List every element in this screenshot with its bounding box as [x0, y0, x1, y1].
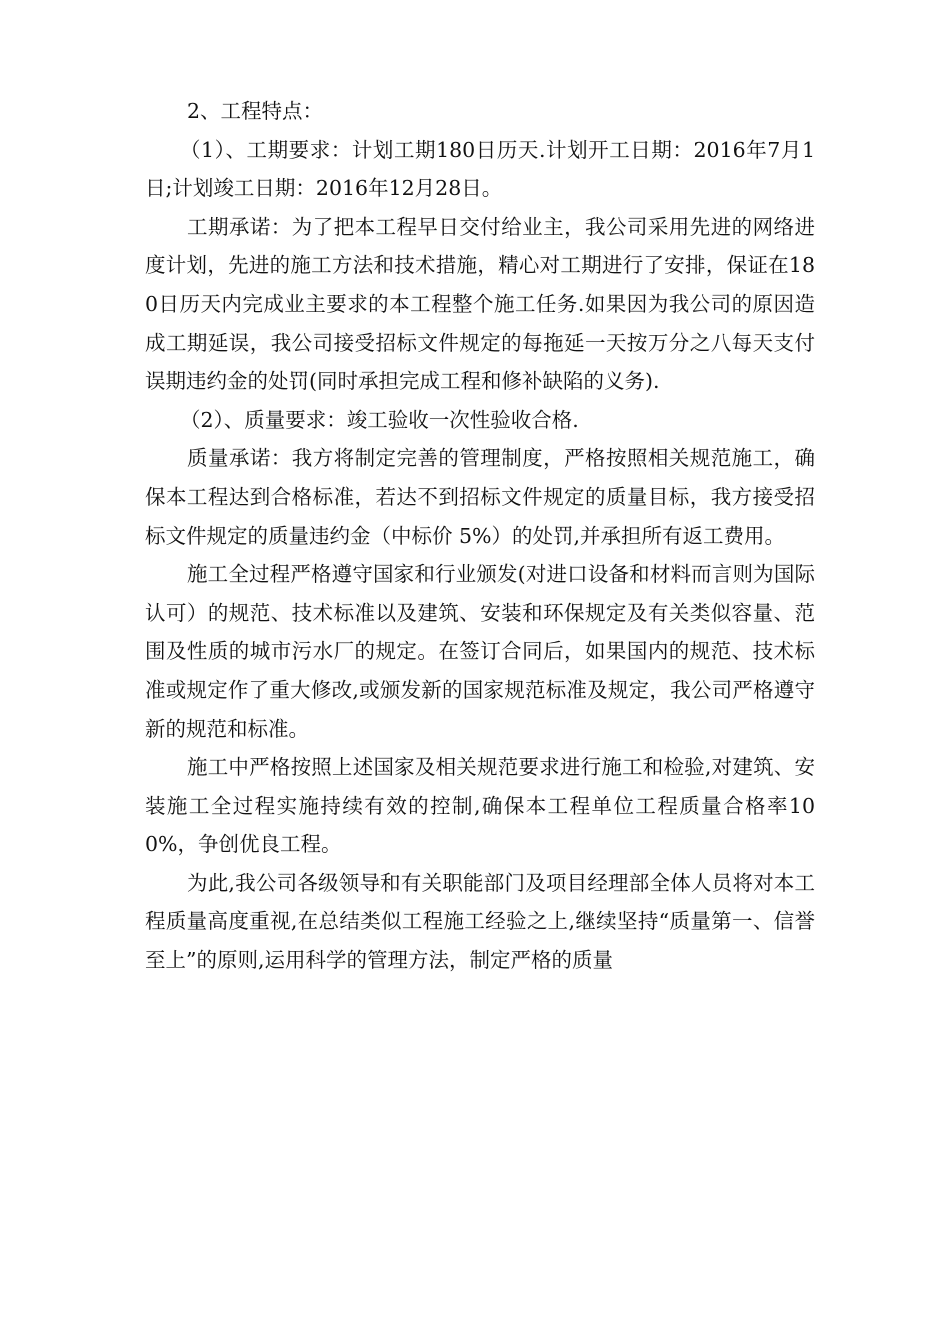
inspection-control-paragraph: 施工中严格按照上述国家及相关规范要求进行施工和检验,对建筑、安装施工全过程实施持续有效的控制,确保本工程单位工程质量合格率100%，争创优良工程。: [145, 755, 815, 857]
standards-compliance-paragraph: 施工全过程严格遵守国家和行业颁发(对进口设备和材料而言则为国际认可）的规范、技术标准以及建筑、安装和环保规定及有关类似容量、范围及性质的城市污水厂的规定。在签订合同后，如果国内的规范、技术标准或规定作了重大修改,或颁发新的国家规范标准及规定，我公司严格遵守新的规范和标准。: [145, 562, 815, 741]
quality-commitment-paragraph: 质量承诺：我方将制定完善的管理制度，严格按照相关规范施工，确保本工程达到合格标准，若达不到招标文件规定的质量目标，我方接受招标文件规定的质量违约金（中标价 5%）的处罚,并承担所有返工费用。: [145, 446, 815, 548]
quality-requirement-paragraph: （2）、质量要求：竣工验收一次性验收合格.: [180, 407, 579, 432]
section-heading: 2、工程特点：: [187, 99, 324, 123]
quality-emphasis-paragraph: 为此,我公司各级领导和有关职能部门及项目经理部全体人员将对本工程质量高度重视,在总结类似工程施工经验之上,继续坚持“质量第一、信誉至上”的原则,运用科学的管理方法，制定严格的质量: [145, 870, 815, 973]
schedule-requirement-paragraph: （1）、工期要求：计划工期180日历天.计划开工日期：2016年7月1日;计划竣工日期：2016年12月28日。: [145, 137, 815, 201]
document-page: [145, 92, 815, 980]
schedule-commitment-paragraph: 工期承诺：为了把本工程早日交付给业主，我公司采用先进的网络进度计划，先进的施工方法和技术措施，精心对工期进行了安排，保证在180日历天内完成业主要求的本工程整个施工任务.如果因为我公司的原因造成工期延误，我公司接受招标文件规定的每拖延一天按万分之八每天支付误期违约金的处罚(同时承担完成工程和修补缺陷的义务).: [145, 214, 815, 394]
